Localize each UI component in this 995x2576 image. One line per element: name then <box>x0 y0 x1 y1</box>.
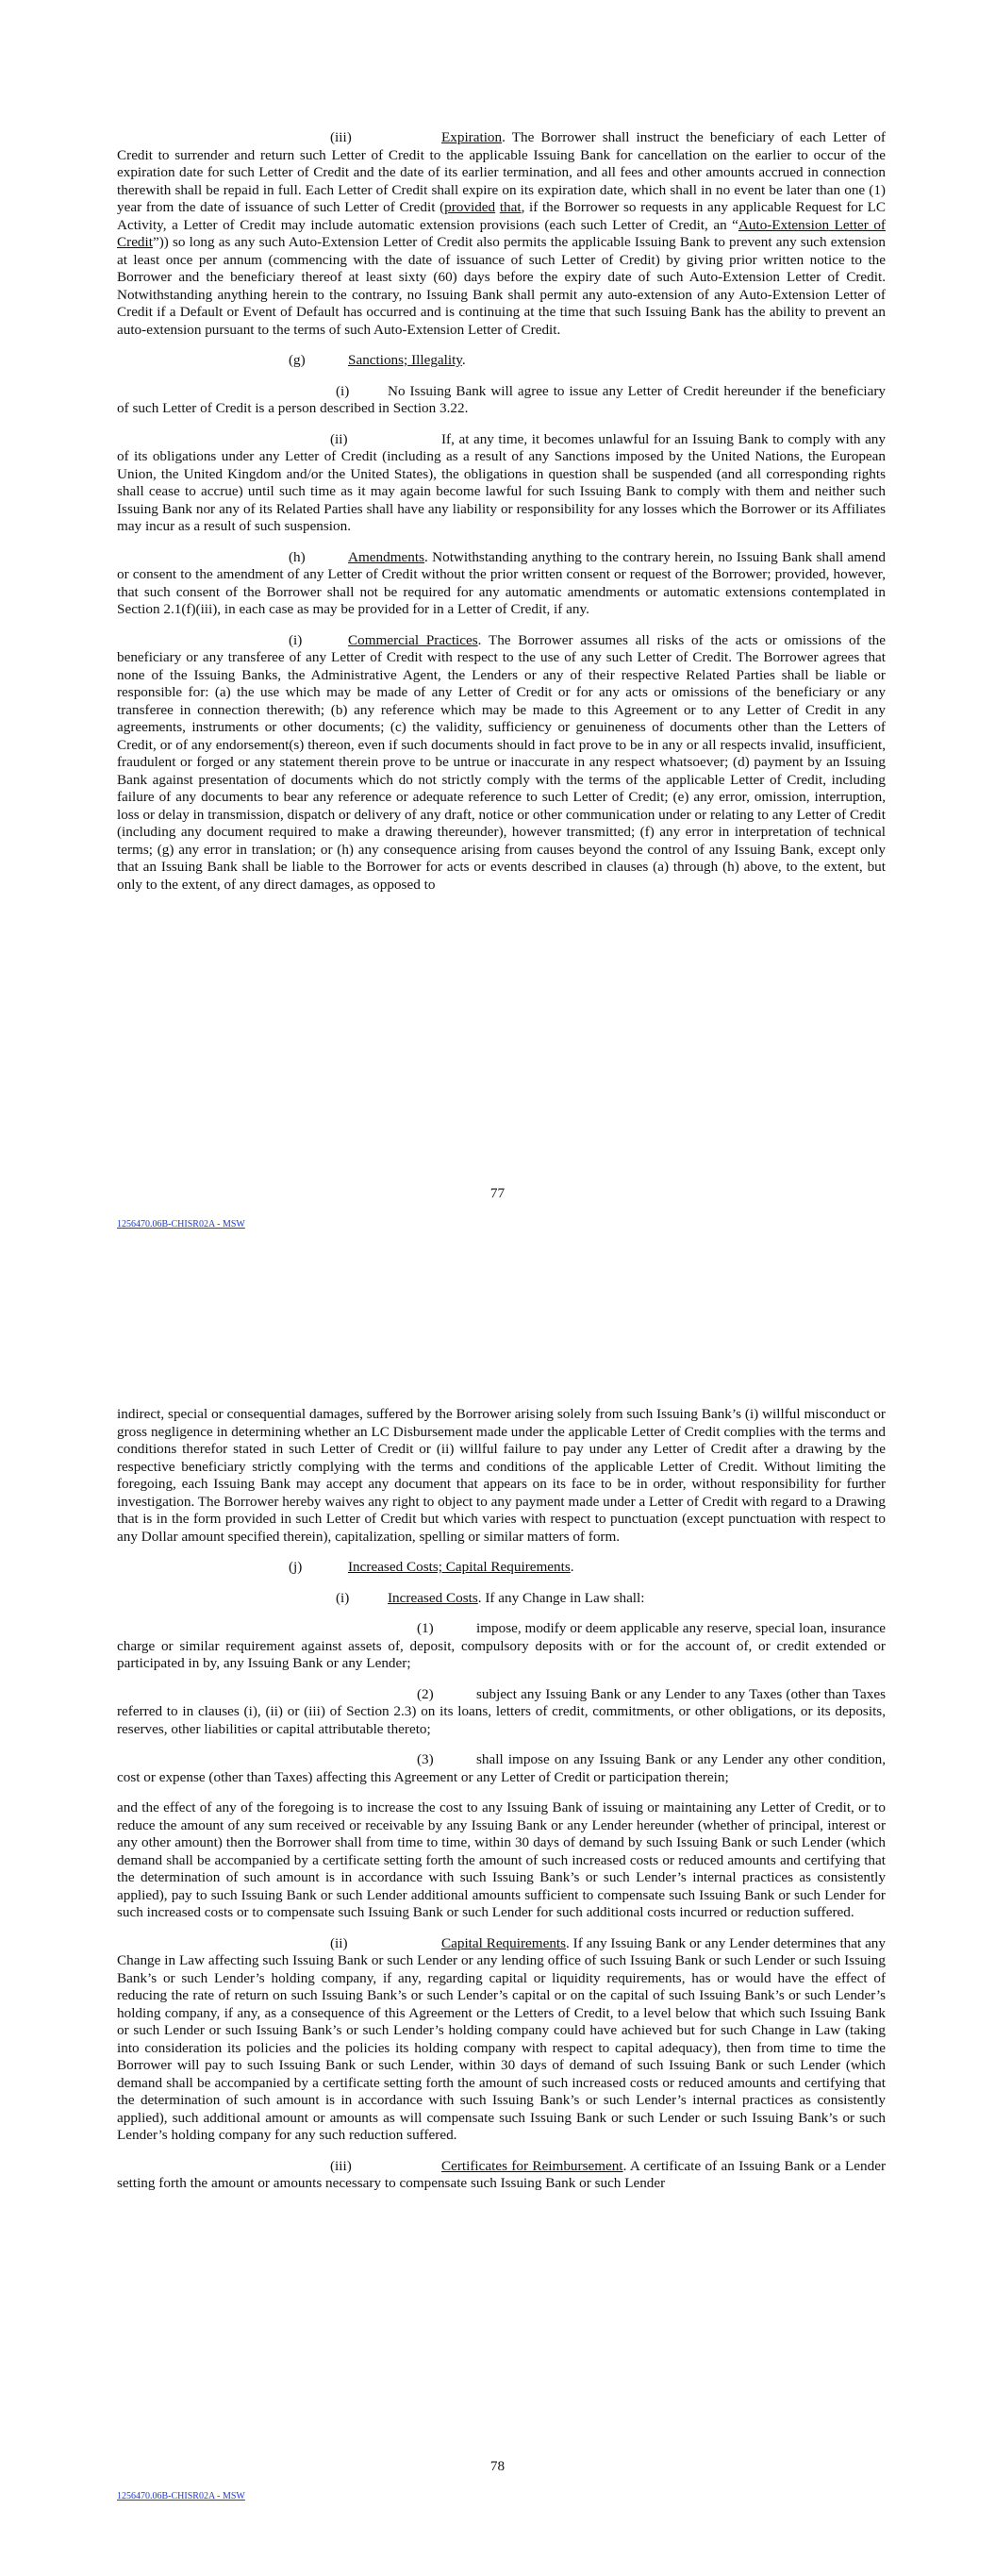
clause-heading: Expiration <box>441 129 503 145</box>
paragraph-text: , if the Borrower so requests in any applicable Request for LC Activity, a Letter of Credit may include automatic extension provisions (each such Letter of Credit, an “ <box>117 199 887 233</box>
that-term: that <box>499 199 522 215</box>
paragraph-text: . If any Issuing Bank or any Lender determines that any Change in Law affecting such Issuing Bank or such Lender or any lending office of such Issuing Bank or such Lender or such Issuing Bank’s or such Lender’s holding company, if any, regarding capital or liquidity requirements, has or would have the effect of reducing the rate of return on such Issuing Bank’s or such Lender’s capital or on the capital of such Issuing Bank’s or such Lender’s holding company, if any, as a consequence of this Agreement or the Letters of Credit, to a level below that which such Issuing Bank or such Lender or such Issuing Bank’s or such Lender’s holding company could have achieved but for such Change in Law (taking into consideration its policies and the policies its holding company with respect to capital adequacy), then from time to time the Borrower will pay to such Issuing Bank or such Lender, within 30 days of demand of such Issuing Bank or such Lender (which demand shall be accompanied by a certificate setting forth the amount of such increased costs or reduced amounts and certifying that the determination of such amount is in accordance with such Issuing Bank’s or such Lender’s internal practices as consistently applied), such additional amount or amounts as will compensate such Issuing Bank or such Lender or such Issuing Bank’s or such Lender’s holding company for any such reduction suffered. <box>117 1934 886 2143</box>
clause-heading: Increased Costs; Capital Requirements <box>348 1559 571 1575</box>
clause-number: (3) <box>417 1751 434 1767</box>
paragraph-j-i-2 <box>117 1686 886 1739</box>
clause-number: (1) <box>417 1620 434 1636</box>
paragraph-j-i-1 <box>117 1620 886 1673</box>
clause-number: (ii) <box>330 430 348 447</box>
section-g-heading: (g) Sanctions; Illegality. <box>289 352 466 368</box>
document-page-77 <box>0 0 995 1283</box>
clause-number: (j) <box>289 1559 303 1575</box>
paragraph-text: . If any Change in Law shall: <box>477 1589 645 1606</box>
paragraph-g-i <box>117 383 886 418</box>
paragraph-g-ii <box>117 431 886 536</box>
paragraph-text: impose, modify or deem applicable any reserve, special loan, insurance charge or similar requirement against assets of, deposit, compulsory deposits with or for the account of, or credit extended or participated in by, any Issuing Bank or any Lender; <box>117 1620 886 1671</box>
paragraph-i-commercial-practices <box>117 632 886 895</box>
defined-term: Auto-Extension Letter of Credit <box>117 216 886 250</box>
paragraph-text: If, at any time, it becomes unlawful for an Issuing Bank to comply with any of its obligations under any Letter of Credit (including as a result of any Sanctions imposed by the United Nations, the European Union, the United Kingdom and/or the United States), the obligations in question shall be suspended (and all corresponding rights shall cease to accrue) until such time as it may again become lawful for such Issuing Bank to comply with them and neither such Issuing Bank nor any of its Related Parties shall have any liability or responsibility for any losses which the Borrower or its Affiliates may incur as a result of such suspension. <box>117 430 886 534</box>
clause-number: (g) <box>289 352 306 368</box>
clause-number: (i) <box>336 1589 350 1606</box>
paragraph-f-iii-expiration <box>117 129 886 339</box>
clause-number: (ii) <box>330 1934 348 1951</box>
provided-term: provided <box>444 199 496 215</box>
paragraph-h-amendments <box>117 549 886 619</box>
document-page-78 <box>0 1387 995 2576</box>
paragraph-text: No Issuing Bank will agree to issue any Letter of Credit hereunder if the beneficiary of such Letter of Credit is a person described in Section 3.22. <box>117 382 886 416</box>
paragraph-text: . A certificate of an Issuing Bank or a Lender setting forth the amount or amounts necessary to compensate such Issuing Bank or such Lender <box>117 2157 887 2191</box>
clause-number: (i) <box>336 382 350 399</box>
document-id-link[interactable]: 1256470.06B-CHISR02A - MSW <box>117 1219 245 1229</box>
paragraph-j-i-heading <box>117 1590 886 1608</box>
page-body <box>117 129 886 907</box>
clause-heading: Sanctions; Illegality <box>348 352 462 368</box>
paragraph-text: shall impose on any Issuing Bank or any Lender any other condition, cost or expense (other than Taxes) affecting this Agreement or any Letter of Credit or participation therein; <box>117 1751 886 1785</box>
section-j-heading: (j) Increased Costs; Capital Requirements. <box>289 1559 574 1575</box>
clause-heading: Commercial Practices <box>348 631 478 648</box>
document-id-link[interactable]: 1256470.06B-CHISR02A - MSW <box>117 2491 245 2501</box>
paragraph-text: . The Borrower assumes all risks of the acts or omissions of the beneficiary or any transferee of any Letter of Credit with respect to the use of any such Letter of Credit. The Borrower agrees that none of the Issuing Banks, the Administrative Agent, the Lenders or any of their respective Related Parties shall be liable or responsible for: (a) the use which may be made of any Letter of Credit or for any acts or omissions of the beneficiary or any transferee in connection therewith; (b) any reference which may be made to this Agreement or to any Letter of Credit in any agreements, instruments or other documents; (c) the validity, sufficiency or genuineness of documents other than the Letters of Credit, or of any endorsement(s) thereon, even if such documents should in fact prove to be in any or all respects invalid, insufficient, fraudulent or forged or any statement therein prove to be untrue or inaccurate in any respect whatsoever; (d) payment by an Issuing Bank against presentation of documents which do not strictly comply with the terms of the applicable Letter of Credit, including failure of any documents to bear any reference or adequate reference to such Letter of Credit; (e) any error, omission, interruption, loss or delay in transmission, dispatch or delivery of any draft, notice or other communication under or relating to any Letter of Credit (including any document required to make a drawing thereunder), however transmitted; (f) any error in interpretation of technical terms; (g) any error in translation; or (h) any consequence arising from causes beyond the control of any Issuing Bank, except only that an Issuing Bank shall be liable to the Borrower for acts or events described in clauses (a) through (h) above, to the extent, but only to the extent, of any direct damages, as opposed to <box>117 631 887 893</box>
clause-heading: Increased Costs <box>388 1589 478 1606</box>
clause-number: (iii) <box>330 2157 352 2174</box>
clause-number: (i) <box>289 631 303 648</box>
clause-heading: Capital Requirements <box>441 1934 567 1951</box>
page-number: 77 <box>489 1185 506 1201</box>
paragraph-text: subject any Issuing Bank or any Lender to any Taxes (other than Taxes referred to in clauses (i), (ii) or (iii) of Section 2.3) on its loans, letters of credit, commitments, or other obligations, or its deposits, reserves, other liabilities or capital attributable thereto; <box>117 1685 886 1737</box>
paragraph-j-iii-certificates <box>117 2158 886 2193</box>
paragraph-j-i-3 <box>117 1751 886 1786</box>
paragraph-text: . Notwithstanding anything to the contrary herein, no Issuing Bank shall amend or consent to the amendment of any Letter of Credit without the prior written consent or request of the Borrower; provided, however, that such consent of the Borrower shall not be required for any automatic amendments or automatic extensions contemplated in Section 2.1(f)(iii), in each case as may be provided for in a Letter of Credit, if any. <box>117 548 886 617</box>
paragraph-effect: and the effect of any of the foregoing is to increase the cost to any Issuing Bank of issuing or maintaining any Letter of Credit, or to reduce the amount of any sum received or receivable by any Issuing Bank or any Lender hereunder (whether of principal, interest or any other amount) then the Borrower shall from time to time, within 30 days of demand by such Issuing Bank or such Lender (which demand shall be accompanied by a certificate setting forth the amount of such increased costs or reduced amounts and certifying that the determination of such amount is in accordance with such Issuing Bank’s or such Lender’s internal practices as consistently applied), pay to such Issuing Bank or such Lender additional amounts sufficient to compensate such Issuing Bank or such Lender for such increased costs or to compensate such Issuing Bank or such Lender for such additional costs incurred or reduction suffered. <box>117 1799 886 1920</box>
clause-heading: Certificates for Reimbursement <box>441 2157 623 2174</box>
clause-number: (h) <box>289 548 306 565</box>
page-body <box>117 1406 886 2206</box>
clause-heading: Amendments <box>348 548 424 565</box>
paragraph-j-ii-capital <box>117 1935 886 2145</box>
clause-number: (2) <box>417 1685 434 1702</box>
paragraph-text: ”)) so long as any such Auto-Extension Letter of Credit also permits the applicable Issuing Bank to prevent any such extension at least once per annum (commencing with the date of issuance of such Letter of Credit) by giving prior written notice to the Borrower and the beneficiary thereof at least sixty (60) days before the expiry date of such Auto-Extension Letter of Credit. Notwithstanding anything herein to the contrary, no Issuing Bank shall permit any auto-extension of any Auto-Extension Letter of Credit if a Default or Event of Default has occurred and is continuing at the time that such Issuing Bank has the ability to prevent an auto-extension pursuant to the terms of such Auto-Extension Letter of Credit. <box>117 234 886 338</box>
paragraph-text: . The Borrower shall instruct the beneficiary of each Letter of Credit to surrender and return such Letter of Credit to the applicable Issuing Bank for cancellation on the earlier to occur of the expiration date for such Letter of Credit and the date of its earlier termination, and all fees and other amounts accrued in connection therewith shall be repaid in full. Each Letter of Credit shall expire on its expiration date, which shall in no event be later than one (1) year from the date of issuance of such Letter of Credit ( <box>117 129 886 215</box>
page-number: 78 <box>489 2458 506 2474</box>
clause-number: (iii) <box>330 129 352 145</box>
paragraph-continuation: indirect, special or consequential damages, suffered by the Borrower arising solely from such Issuing Bank’s (i) willful misconduct or gross negligence in determining whether an LC Disbursement made under the applicable Letter of Credit complies with the terms and conditions therefor stated in such Letter of Credit or (ii) willful failure to pay under any Letter of Credit after a drawing by the respective beneficiary strictly complying with the terms and conditions of the applicable Letter of Credit. Without limiting the foregoing, each Issuing Bank may accept any document that appears on its face to be in order, without responsibility for further investigation. The Borrower hereby waives any right to object to any payment made under a Letter of Credit with regard to a Drawing that is in the form provided in such Letter of Credit but which varies with respect to punctuation (except punctuation with respect to any Dollar amount specified therein), capitalization, spelling or similar matters of form. <box>117 1406 886 1545</box>
